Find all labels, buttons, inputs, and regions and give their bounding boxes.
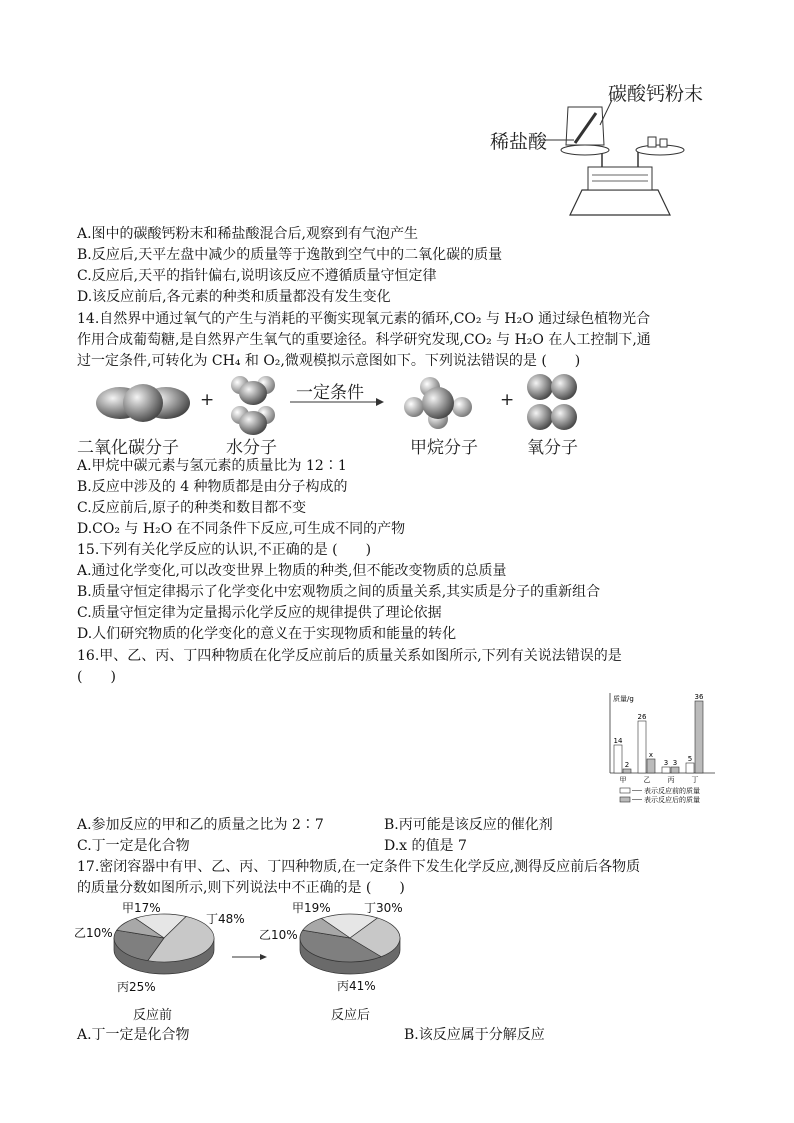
bar-category-1: 乙 xyxy=(643,776,651,784)
o2-molecules xyxy=(527,374,577,430)
bar-value-label-0-1: 2 xyxy=(624,761,630,769)
q16-option-b: B.丙可能是该反应的催化剂 xyxy=(384,817,553,833)
bar-value-label-1-1: x xyxy=(648,751,654,759)
pie-before-label-jia: 甲17% xyxy=(122,901,161,915)
bar-value-label-1-0: 26 xyxy=(637,713,647,721)
pie-before-title: 反应前 xyxy=(133,1008,173,1023)
reaction-condition: 一定条件 xyxy=(296,383,364,403)
q14-option-c: C.反应前后,原子的种类和数目都不变 xyxy=(77,500,307,516)
bar-category-2: 丙 xyxy=(667,776,675,784)
q17-option-a: A.丁一定是化合物 xyxy=(77,1027,190,1043)
label-ch4-molecule: 甲烷分子 xyxy=(410,438,478,458)
bar-value-label-3-0: 5 xyxy=(687,755,693,763)
q15-option-d: D.人们研究物质的化学变化的意义在于实现物质和能量的转化 xyxy=(77,626,457,642)
pie-chart-after xyxy=(298,910,408,980)
plus-sign-2: + xyxy=(500,390,515,410)
bar-2-1 xyxy=(671,767,679,773)
pie-after-label-jia: 甲19% xyxy=(292,901,331,915)
balance-illustration xyxy=(540,95,700,220)
label-h2o-molecule: 水分子 xyxy=(226,438,277,458)
bar-legend-swatch-1 xyxy=(620,797,630,802)
pie-after-label-yi: 乙10% xyxy=(259,928,298,942)
q16-stem-line2: ( ) xyxy=(77,669,116,685)
bar-0-1 xyxy=(623,769,631,773)
q16-option-c: C.丁一定是化合物 xyxy=(77,838,190,854)
pie-after-title: 反应后 xyxy=(331,1008,371,1023)
bar-1-0 xyxy=(638,721,646,773)
bar-category-0: 甲 xyxy=(619,776,627,784)
pie-after-label-bing: 丙41% xyxy=(337,979,376,993)
q16-option-a: A.参加反应的甲和乙的质量之比为 2∶7 xyxy=(77,817,324,833)
bar-3-1 xyxy=(695,701,703,773)
q14-option-b: B.反应中涉及的 4 种物质都是由分子构成的 xyxy=(77,479,348,495)
bar-legend-swatch-0 xyxy=(620,788,630,793)
q14-stem-line3: 过一定条件,可转化为 CH₄ 和 O₂,微观模拟示意图如下。下列说法错误的是 ( ) xyxy=(77,353,581,369)
q14-stem-line1: 14.自然界中通过氧气的产生与消耗的平衡实现氧元素的循环,CO₂ 与 H₂O 通过绿色植物光合 xyxy=(77,311,651,327)
q13-option-b: B.反应后,天平左盘中减少的质量等于逸散到空气中的二氧化碳的质量 xyxy=(77,247,503,263)
q15-option-b: B.质量守恒定律揭示了化学变化中宏观物质之间的质量关系,其实质是分子的重新组合 xyxy=(77,584,601,600)
q15-option-c: C.质量守恒定律为定量揭示化学反应的规律提供了理论依据 xyxy=(77,605,442,621)
co2-molecule xyxy=(96,384,190,422)
q16-option-d: D.x 的值是 7 xyxy=(384,838,467,854)
q13-option-d: D.该反应前后,各元素的种类和质量都没有发生变化 xyxy=(77,289,391,305)
bar-legend-text-1: 表示反应后的质量 xyxy=(644,796,700,804)
label-calcium-carbonate: 碳酸钙粉末 xyxy=(608,83,704,105)
mass-bar-chart xyxy=(600,688,720,813)
q17-option-b: B.该反应属于分解反应 xyxy=(404,1027,545,1043)
h2o-molecules xyxy=(231,376,275,435)
bar-3-0 xyxy=(686,763,694,773)
bar-value-label-2-0: 3 xyxy=(663,759,669,767)
ch4-molecule xyxy=(404,377,472,429)
q13-option-c: C.反应后,天平的指针偏右,说明该反应不遵循质量守恒定律 xyxy=(77,268,437,284)
pie-before-label-yi: 乙10% xyxy=(74,926,113,940)
q17-stem-line2: 的质量分数如图所示,则下列说法中不正确的是 ( ) xyxy=(77,880,405,896)
pie-arrow xyxy=(232,952,268,962)
q15-option-a: A.通过化学变化,可以改变世界上物质的种类,但不能改变物质的总质量 xyxy=(77,563,507,579)
bar-1-1 xyxy=(647,759,655,773)
pie-after-label-ding: 丁30% xyxy=(364,901,403,915)
q14-option-a: A.甲烷中碳元素与氢元素的质量比为 12∶1 xyxy=(77,458,347,474)
q17-stem-line1: 17.密闭容器中有甲、乙、丙、丁四种物质,在一定条件下发生化学反应,测得反应前后各物质 xyxy=(77,859,641,875)
label-hydrochloric-acid: 稀盐酸 xyxy=(490,131,548,153)
plus-sign-1: + xyxy=(200,390,215,410)
bar-value-label-0-0: 14 xyxy=(613,737,623,745)
pie-before-label-ding: 丁48% xyxy=(206,912,245,926)
bar-value-label-3-1: 36 xyxy=(694,693,704,701)
q14-option-d: D.CO₂ 与 H₂O 在不同条件下反应,可生成不同的产物 xyxy=(77,521,406,537)
q16-stem-line1: 16.甲、乙、丙、丁四种物质在化学反应前后的质量关系如图所示,下列有关说法错误的是 xyxy=(77,648,622,664)
q14-stem-line2: 作用合成葡萄糖,是自然界产生氧气的重要途径。科学研究发现,CO₂ 与 H₂O 在人工控制下,通 xyxy=(77,332,651,348)
pie-before-label-bing: 丙25% xyxy=(117,980,156,994)
q13-option-a: A.图中的碳酸钙粉末和稀盐酸混合后,观察到有气泡产生 xyxy=(77,226,419,242)
label-o2-molecule: 氧分子 xyxy=(527,438,578,458)
q15-stem: 15.下列有关化学反应的认识,不正确的是 ( ) xyxy=(77,542,372,558)
bar-category-3: 丁 xyxy=(691,776,699,784)
bar-legend-text-0: 表示反应前的质量 xyxy=(644,787,700,795)
bar-2-0 xyxy=(662,767,670,773)
bar-value-label-2-1: 3 xyxy=(672,759,678,767)
bar-0-0 xyxy=(614,745,622,773)
bar-y-label: 质量/g xyxy=(613,695,634,703)
label-co2-molecule: 二氧化碳分子 xyxy=(77,438,179,458)
